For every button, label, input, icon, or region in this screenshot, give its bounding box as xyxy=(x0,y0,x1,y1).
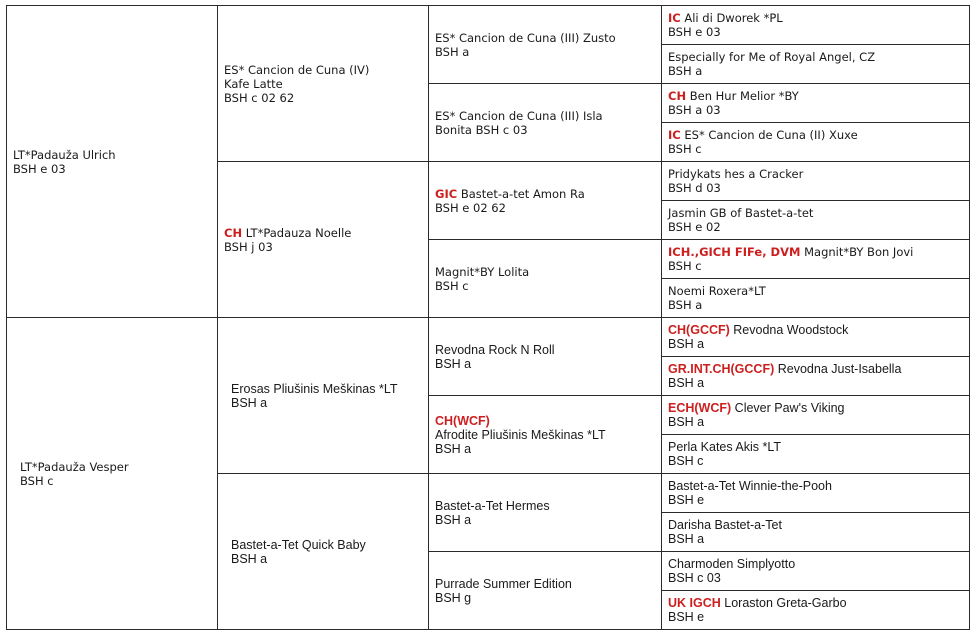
gg-grandparent-cell xyxy=(662,6,970,45)
cat-breed: BSH a xyxy=(668,532,705,546)
cat-breed: BSH a xyxy=(231,395,268,410)
great-grandparent-cell xyxy=(429,396,662,474)
great-grandparent-cell xyxy=(429,474,662,552)
cat-breed: BSH g xyxy=(435,590,472,605)
cat-name: ES* Cancion de Cuna (IV) xyxy=(224,62,370,77)
cat-breed: BSH e 02 62 xyxy=(435,200,506,215)
parent-cell xyxy=(7,6,218,318)
cat-breed: BSH e 02 xyxy=(668,220,721,234)
cat-breed: BSH c xyxy=(668,454,704,468)
cat-name: Erosas Pliušinis Meškinas *LT xyxy=(231,381,398,396)
cat-name: Bastet-a-Tet Hermes xyxy=(435,498,550,513)
cat-name: Loraston Greta-Garbo xyxy=(724,596,847,610)
cat-name: Ali di Dworek *PL xyxy=(684,11,783,25)
gg-grandparent-cell xyxy=(662,162,970,201)
cat-name: LT*Padauža Vesper xyxy=(20,459,129,474)
cat-breed: BSH a 03 xyxy=(668,103,721,117)
cat-name: Charmoden Simplyotto xyxy=(668,557,796,571)
title-badge: IC xyxy=(668,128,681,142)
cat-breed: BSH a xyxy=(435,44,470,59)
grandparent-cell xyxy=(218,318,429,474)
cat-name: LT*Padauza Noelle xyxy=(245,225,352,240)
title-badge: CH(GCCF) xyxy=(668,323,730,337)
cat-name: Revodna Just-Isabella xyxy=(777,362,902,376)
cat-name: LT*Padauža Ulrich xyxy=(13,147,116,162)
pedigree-table xyxy=(6,5,970,630)
cat-name: ES* Cancion de Cuna (III) Zusto xyxy=(435,30,616,45)
title-badge: CH xyxy=(224,225,243,240)
cat-breed: BSH c xyxy=(20,473,54,488)
grandparent-cell xyxy=(218,162,429,318)
gg-grandparent-cell xyxy=(662,591,970,630)
gg-grandparent-cell xyxy=(662,552,970,591)
cat-breed: BSH a xyxy=(668,376,705,390)
cat-breed: BSH c xyxy=(668,142,702,156)
cat-breed: BSH a xyxy=(231,551,268,566)
cat-name-cont: Kafe Latte xyxy=(224,76,283,91)
cat-name: Revodna Rock N Roll xyxy=(435,342,555,357)
cat-name: Magnit*BY Lolita xyxy=(435,264,530,279)
title-badge: GR.INT.CH(GCCF) xyxy=(668,362,775,376)
great-grandparent-cell xyxy=(429,552,662,630)
cat-name: Bastet-a-Tet Winnie-the-Pooh xyxy=(668,479,832,493)
parent-cell xyxy=(7,318,218,630)
cat-breed: BSH a xyxy=(668,337,705,351)
cat-breed: BSH e xyxy=(668,610,705,624)
cat-name: Jasmin GB of Bastet-a-tet xyxy=(668,206,814,220)
cat-breed: BSH a xyxy=(435,512,472,527)
cat-name: ES* Cancion de Cuna (II) Xuxe xyxy=(684,128,858,142)
gg-grandparent-cell xyxy=(662,474,970,513)
cat-breed: BSH c 02 62 xyxy=(224,90,295,105)
cat-name: Revodna Woodstock xyxy=(733,323,849,337)
cat-breed: BSH a xyxy=(435,356,472,371)
gg-grandparent-cell xyxy=(662,201,970,240)
cat-breed: BSH e xyxy=(668,493,705,507)
cat-name: ES* Cancion de Cuna (III) Isla xyxy=(435,108,603,123)
cat-name: Ben Hur Melior *BY xyxy=(689,89,799,103)
cat-name: Darisha Bastet-a-Tet xyxy=(668,518,782,532)
gg-grandparent-cell xyxy=(662,123,970,162)
cat-breed: BSH c xyxy=(668,259,702,273)
gg-grandparent-cell xyxy=(662,357,970,396)
gg-grandparent-cell xyxy=(662,318,970,357)
cat-name: Especially for Me of Royal Angel, CZ xyxy=(668,50,876,64)
great-grandparent-cell xyxy=(429,6,662,84)
cat-breed: BSH e 03 xyxy=(13,161,66,176)
great-grandparent-cell xyxy=(429,240,662,318)
title-badge: ECH(WCF) xyxy=(668,401,732,415)
cat-name: Purrade Summer Edition xyxy=(435,576,572,591)
cat-name: Bastet-a-Tet Quick Baby xyxy=(231,537,366,552)
great-grandparent-cell xyxy=(429,84,662,162)
cat-name: Afrodite Pliušinis Meškinas *LT xyxy=(435,427,606,442)
gg-grandparent-cell xyxy=(662,84,970,123)
cat-breed: BSH a xyxy=(435,441,472,456)
cat-breed: BSH d 03 xyxy=(668,181,721,195)
cat-name: Magnit*BY Bon Jovi xyxy=(804,245,914,259)
cat-name: Perla Kates Akis *LT xyxy=(668,440,782,454)
cat-breed: BSH a xyxy=(668,64,703,78)
gg-grandparent-cell xyxy=(662,396,970,435)
cat-name: Bastet-a-tet Amon Ra xyxy=(460,186,585,201)
cat-name: Clever Paw's Viking xyxy=(734,401,845,415)
grandparent-cell xyxy=(218,474,429,630)
title-badge: UK IGCH xyxy=(668,596,721,610)
cat-name: Noemi Roxera*LT xyxy=(668,284,766,298)
cat-name: Pridykats hes a Cracker xyxy=(668,167,804,181)
title-badge: GIC xyxy=(435,186,458,201)
gg-grandparent-cell xyxy=(662,435,970,474)
cat-breed: BSH a xyxy=(668,298,703,312)
gg-grandparent-cell xyxy=(662,45,970,84)
cat-breed: BSH c 03 xyxy=(668,571,721,585)
cat-breed: Bonita BSH c 03 xyxy=(435,122,528,137)
title-badge: CH xyxy=(668,89,687,103)
title-badge: ICH.,GICH FIFe, DVM xyxy=(668,245,801,259)
gg-grandparent-cell xyxy=(662,513,970,552)
grandparent-cell xyxy=(218,6,429,162)
cat-breed: BSH a xyxy=(668,415,705,429)
great-grandparent-cell xyxy=(429,318,662,396)
title-badge: IC xyxy=(668,11,681,25)
cat-breed: BSH j 03 xyxy=(224,239,273,254)
great-grandparent-cell xyxy=(429,162,662,240)
cat-breed: BSH e 03 xyxy=(668,25,721,39)
gg-grandparent-cell xyxy=(662,279,970,318)
gg-grandparent-cell xyxy=(662,240,970,279)
title-badge: CH(WCF) xyxy=(435,413,490,428)
cat-breed: BSH c xyxy=(435,278,469,293)
